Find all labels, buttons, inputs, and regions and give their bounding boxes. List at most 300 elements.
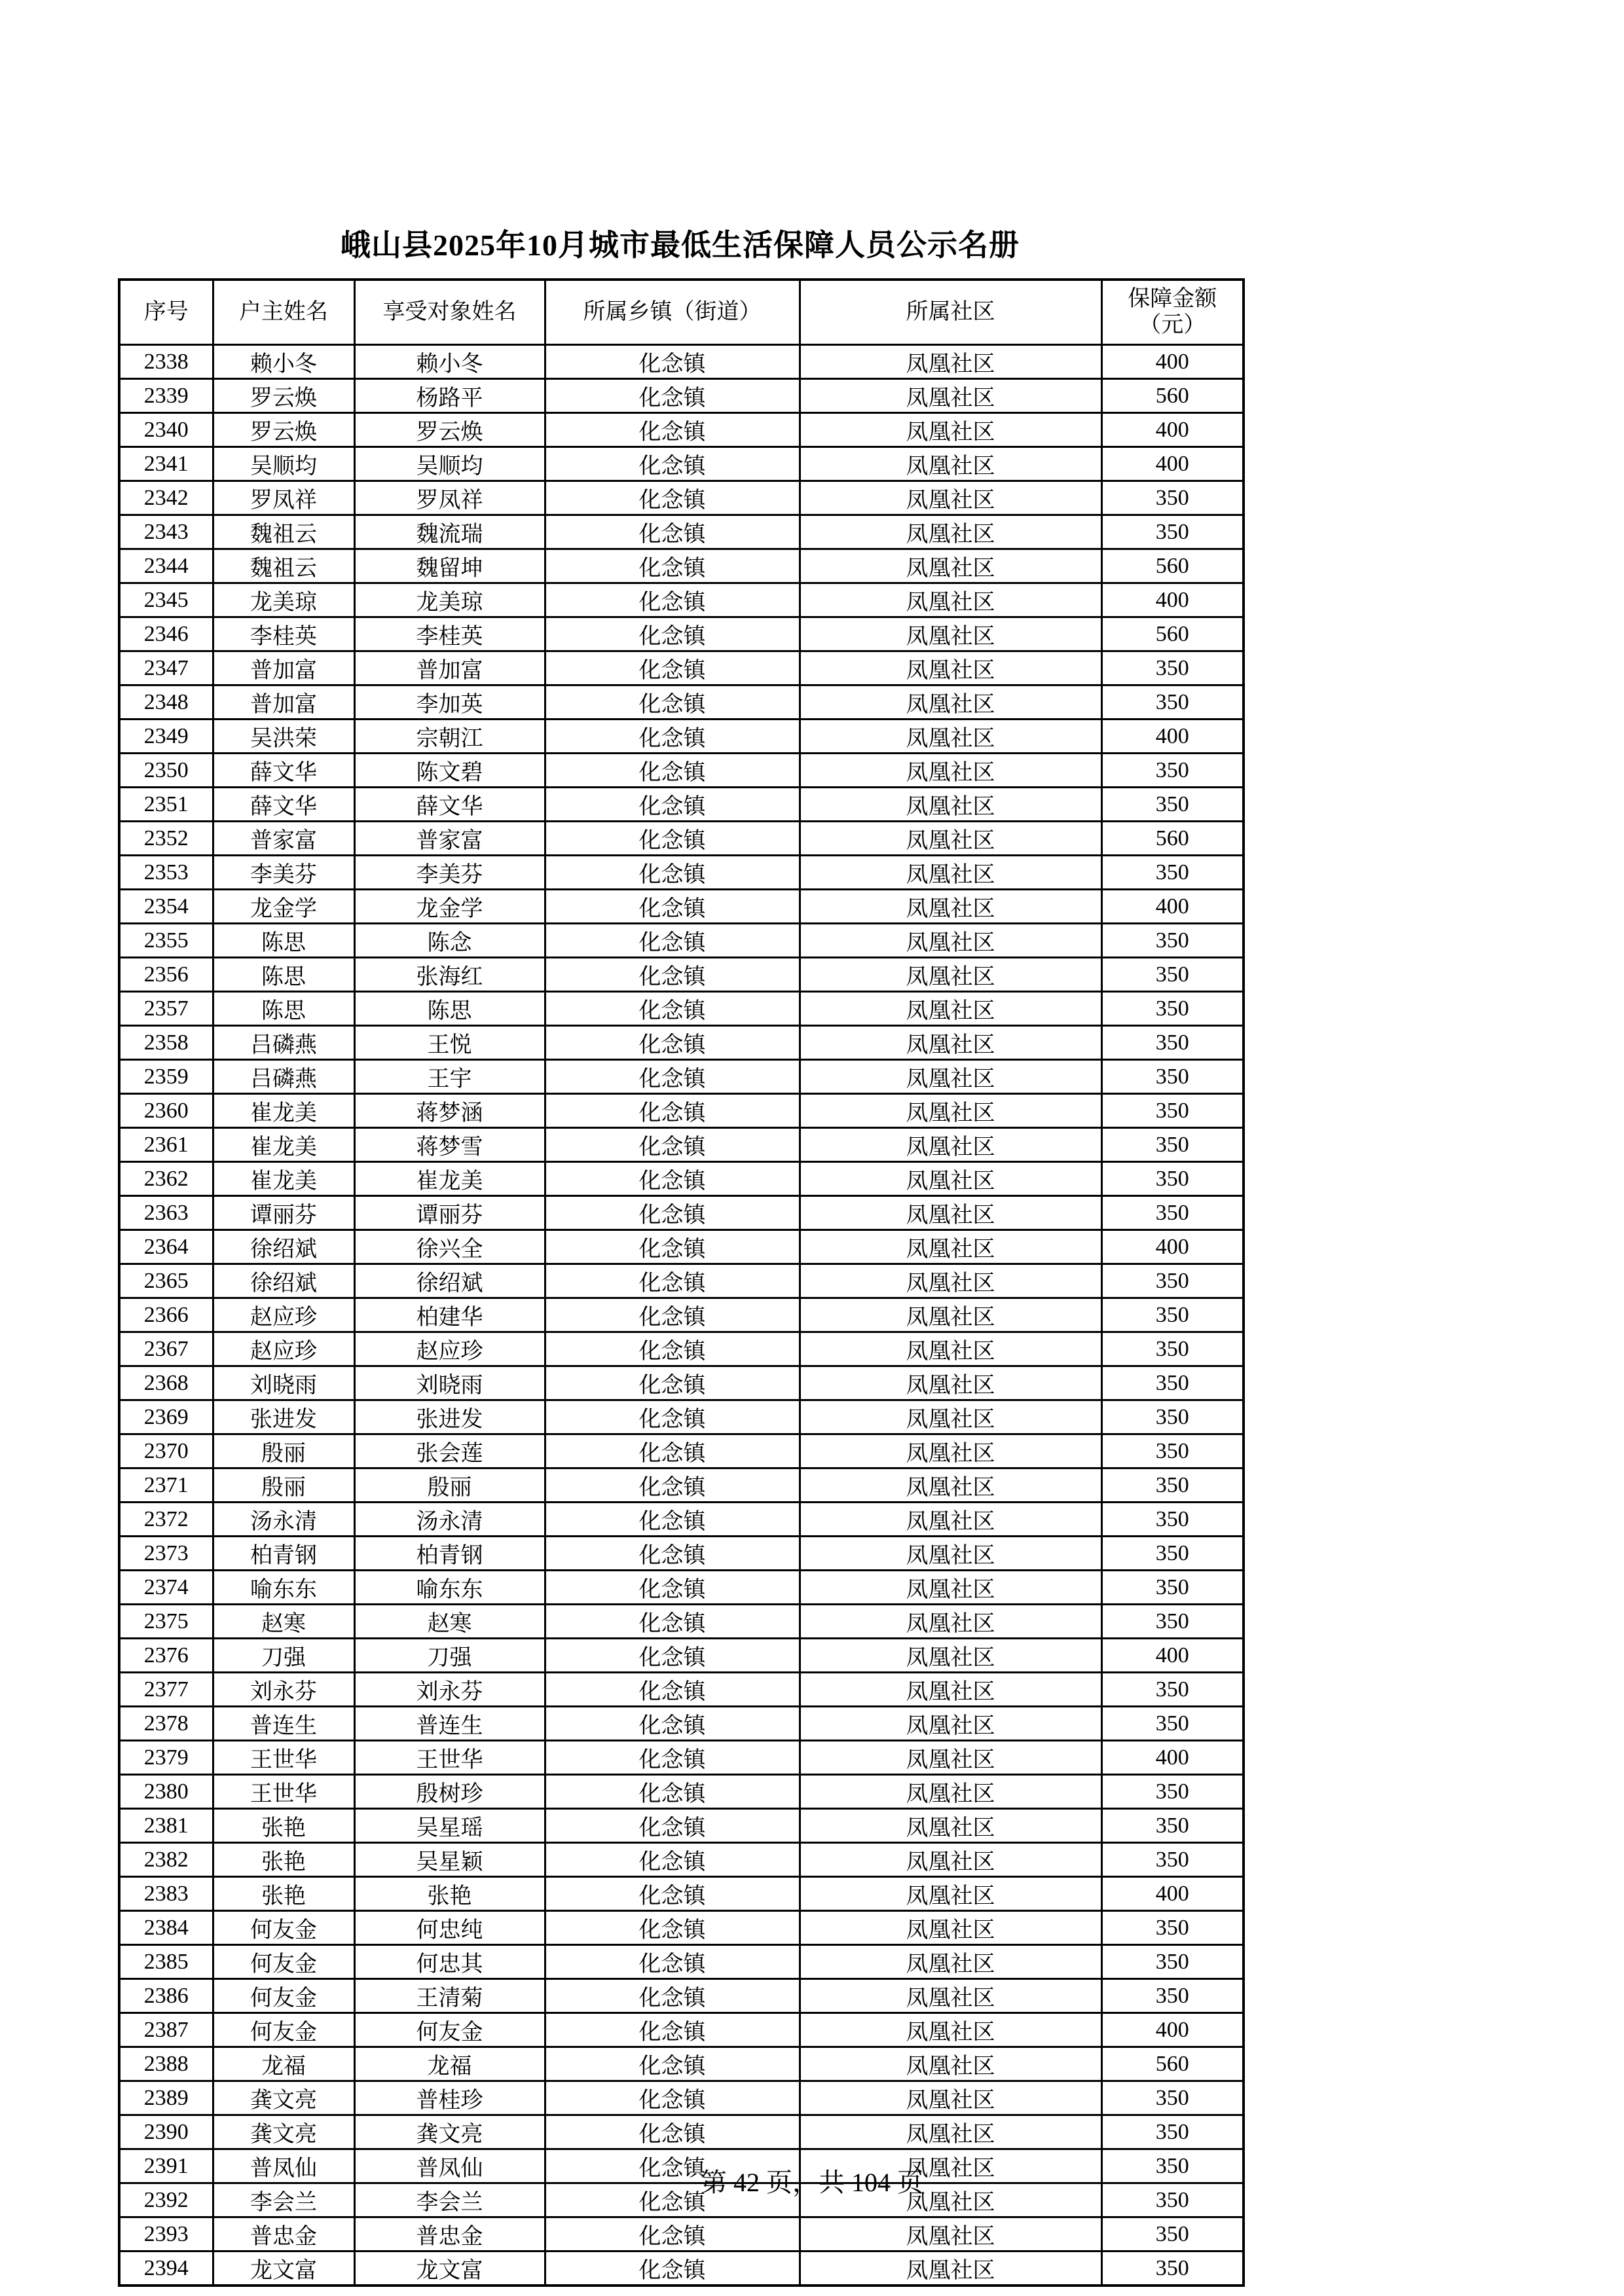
cell-community: 凤凰社区 — [800, 2251, 1101, 2286]
cell-household_head: 赵应珍 — [213, 1332, 354, 1366]
cell-beneficiary: 王清菊 — [354, 1979, 545, 2013]
cell-amount: 350 — [1101, 1264, 1244, 1298]
cell-township: 化念镇 — [545, 617, 800, 651]
cell-amount: 400 — [1101, 447, 1244, 481]
cell-community: 凤凰社区 — [800, 1707, 1101, 1741]
cell-serial: 2341 — [119, 447, 213, 481]
cell-household_head: 崔龙美 — [213, 1162, 354, 1196]
table-row — [119, 1332, 1244, 1366]
cell-beneficiary: 刀强 — [354, 1639, 545, 1673]
table-row — [119, 1741, 1244, 1775]
cell-community: 凤凰社区 — [800, 1877, 1101, 1911]
cell-household_head: 龙文富 — [213, 2251, 354, 2286]
cell-household_head: 王世华 — [213, 1741, 354, 1775]
cell-community: 凤凰社区 — [800, 1741, 1101, 1775]
cell-serial: 2346 — [119, 617, 213, 651]
cell-township: 化念镇 — [545, 1468, 800, 1503]
cell-beneficiary: 谭丽芬 — [354, 1196, 545, 1230]
cell-household_head: 龚文亮 — [213, 2081, 354, 2115]
cell-beneficiary: 普加富 — [354, 651, 545, 685]
cell-beneficiary: 魏流瑞 — [354, 515, 545, 549]
cell-community: 凤凰社区 — [800, 754, 1101, 788]
cell-amount: 400 — [1101, 1741, 1244, 1775]
cell-amount: 350 — [1101, 1605, 1244, 1639]
cell-community: 凤凰社区 — [800, 1434, 1101, 1468]
cell-amount: 400 — [1101, 345, 1244, 379]
cell-amount: 350 — [1101, 924, 1244, 958]
cell-serial: 2360 — [119, 1094, 213, 1128]
cell-beneficiary: 陈思 — [354, 992, 545, 1026]
cell-community: 凤凰社区 — [800, 1945, 1101, 1979]
cell-serial: 2382 — [119, 1843, 213, 1877]
cell-township: 化念镇 — [545, 1911, 800, 1945]
col-header-community: 所属社区 — [800, 280, 1101, 345]
cell-household_head: 吴顺均 — [213, 447, 354, 481]
cell-township: 化念镇 — [545, 1979, 800, 2013]
table-row — [119, 1843, 1244, 1877]
cell-household_head: 普家富 — [213, 822, 354, 856]
cell-household_head: 刘永芬 — [213, 1673, 354, 1707]
cell-serial: 2343 — [119, 515, 213, 549]
cell-beneficiary: 杨路平 — [354, 379, 545, 413]
cell-township: 化念镇 — [545, 1060, 800, 1094]
cell-township: 化念镇 — [545, 1809, 800, 1843]
cell-community: 凤凰社区 — [800, 890, 1101, 924]
cell-township: 化念镇 — [545, 413, 800, 447]
cell-township: 化念镇 — [545, 515, 800, 549]
cell-community: 凤凰社区 — [800, 1911, 1101, 1945]
cell-amount: 350 — [1101, 651, 1244, 685]
cell-amount: 400 — [1101, 1230, 1244, 1264]
table-row — [119, 754, 1244, 788]
cell-beneficiary: 殷丽 — [354, 1468, 545, 1503]
cell-township: 化念镇 — [545, 379, 800, 413]
cell-amount: 350 — [1101, 1809, 1244, 1843]
cell-community: 凤凰社区 — [800, 617, 1101, 651]
cell-beneficiary: 张艳 — [354, 1877, 545, 1911]
cell-township: 化念镇 — [545, 958, 800, 992]
cell-community: 凤凰社区 — [800, 1503, 1101, 1537]
cell-household_head: 吕磷燕 — [213, 1026, 354, 1060]
cell-household_head: 龙美琼 — [213, 583, 354, 617]
cell-community: 凤凰社区 — [800, 481, 1101, 515]
cell-community: 凤凰社区 — [800, 549, 1101, 583]
cell-community: 凤凰社区 — [800, 720, 1101, 754]
cell-township: 化念镇 — [545, 2217, 800, 2251]
cell-serial: 2361 — [119, 1128, 213, 1162]
cell-serial: 2378 — [119, 1707, 213, 1741]
cell-community: 凤凰社区 — [800, 1979, 1101, 2013]
cell-household_head: 普连生 — [213, 1707, 354, 1741]
cell-amount: 560 — [1101, 379, 1244, 413]
cell-township: 化念镇 — [545, 992, 800, 1026]
cell-community: 凤凰社区 — [800, 2013, 1101, 2047]
cell-serial: 2383 — [119, 1877, 213, 1911]
cell-beneficiary: 张会莲 — [354, 1434, 545, 1468]
welfare-roster-table — [118, 278, 1245, 2287]
cell-serial: 2358 — [119, 1026, 213, 1060]
cell-community: 凤凰社区 — [800, 583, 1101, 617]
cell-beneficiary: 吴顺均 — [354, 447, 545, 481]
table-row — [119, 1400, 1244, 1434]
cell-amount: 350 — [1101, 1366, 1244, 1400]
table-row — [119, 1571, 1244, 1605]
cell-township: 化念镇 — [545, 2149, 800, 2183]
cell-serial: 2375 — [119, 1605, 213, 1639]
table-row — [119, 447, 1244, 481]
cell-serial: 2391 — [119, 2149, 213, 2183]
cell-amount: 400 — [1101, 1877, 1244, 1911]
cell-township: 化念镇 — [545, 1877, 800, 1911]
cell-beneficiary: 王宇 — [354, 1060, 545, 1094]
cell-amount: 350 — [1101, 2115, 1244, 2149]
cell-serial: 2388 — [119, 2047, 213, 2081]
cell-serial: 2355 — [119, 924, 213, 958]
cell-township: 化念镇 — [545, 549, 800, 583]
cell-community: 凤凰社区 — [800, 1605, 1101, 1639]
cell-household_head: 柏青钢 — [213, 1537, 354, 1571]
table-row — [119, 515, 1244, 549]
cell-household_head: 龙金学 — [213, 890, 354, 924]
cell-beneficiary: 李会兰 — [354, 2183, 545, 2217]
cell-beneficiary: 徐绍斌 — [354, 1264, 545, 1298]
cell-serial: 2393 — [119, 2217, 213, 2251]
cell-household_head: 普忠金 — [213, 2217, 354, 2251]
cell-beneficiary: 龙金学 — [354, 890, 545, 924]
cell-household_head: 何友金 — [213, 1979, 354, 2013]
cell-township: 化念镇 — [545, 1945, 800, 1979]
col-header-household-head: 户主姓名 — [213, 280, 354, 345]
cell-amount: 350 — [1101, 1434, 1244, 1468]
cell-community: 凤凰社区 — [800, 1843, 1101, 1877]
cell-community: 凤凰社区 — [800, 1196, 1101, 1230]
table-row — [119, 617, 1244, 651]
cell-township: 化念镇 — [545, 1162, 800, 1196]
cell-amount: 350 — [1101, 1571, 1244, 1605]
cell-community: 凤凰社区 — [800, 1128, 1101, 1162]
cell-community: 凤凰社区 — [800, 2047, 1101, 2081]
cell-township: 化念镇 — [545, 1605, 800, 1639]
cell-household_head: 罗云焕 — [213, 379, 354, 413]
cell-serial: 2387 — [119, 2013, 213, 2047]
cell-township: 化念镇 — [545, 1434, 800, 1468]
cell-township: 化念镇 — [545, 720, 800, 754]
cell-community: 凤凰社区 — [800, 822, 1101, 856]
cell-household_head: 张艳 — [213, 1843, 354, 1877]
cell-household_head: 汤永清 — [213, 1503, 354, 1537]
cell-township: 化念镇 — [545, 1196, 800, 1230]
cell-household_head: 徐绍斌 — [213, 1264, 354, 1298]
cell-beneficiary: 刘晓雨 — [354, 1366, 545, 1400]
table-row — [119, 1468, 1244, 1503]
cell-household_head: 刘晓雨 — [213, 1366, 354, 1400]
cell-household_head: 魏祖云 — [213, 549, 354, 583]
cell-amount: 400 — [1101, 720, 1244, 754]
cell-township: 化念镇 — [545, 1094, 800, 1128]
cell-township: 化念镇 — [545, 2251, 800, 2286]
cell-amount: 350 — [1101, 1843, 1244, 1877]
cell-household_head: 魏祖云 — [213, 515, 354, 549]
cell-serial: 2374 — [119, 1571, 213, 1605]
cell-household_head: 张艳 — [213, 1877, 354, 1911]
cell-community: 凤凰社区 — [800, 1809, 1101, 1843]
cell-township: 化念镇 — [545, 1639, 800, 1673]
cell-serial: 2339 — [119, 379, 213, 413]
cell-serial: 2363 — [119, 1196, 213, 1230]
cell-beneficiary: 柏青钢 — [354, 1537, 545, 1571]
cell-community: 凤凰社区 — [800, 651, 1101, 685]
table-row — [119, 2081, 1244, 2115]
cell-household_head: 陈思 — [213, 958, 354, 992]
cell-serial: 2347 — [119, 651, 213, 685]
cell-beneficiary: 殷树珍 — [354, 1775, 545, 1809]
table-row — [119, 685, 1244, 720]
cell-township: 化念镇 — [545, 1230, 800, 1264]
col-header-amount-line2: （元） — [1139, 313, 1206, 337]
cell-household_head: 普凤仙 — [213, 2149, 354, 2183]
cell-household_head: 薛文华 — [213, 788, 354, 822]
table-row — [119, 958, 1244, 992]
cell-amount: 400 — [1101, 2013, 1244, 2047]
cell-serial: 2366 — [119, 1298, 213, 1332]
cell-amount: 350 — [1101, 1945, 1244, 1979]
cell-beneficiary: 李桂英 — [354, 617, 545, 651]
cell-township: 化念镇 — [545, 2115, 800, 2149]
cell-community: 凤凰社区 — [800, 1094, 1101, 1128]
cell-beneficiary: 赵应珍 — [354, 1332, 545, 1366]
cell-amount: 350 — [1101, 2081, 1244, 2115]
cell-beneficiary: 普忠金 — [354, 2217, 545, 2251]
cell-community: 凤凰社区 — [800, 1775, 1101, 1809]
cell-amount: 350 — [1101, 1060, 1244, 1094]
cell-community: 凤凰社区 — [800, 413, 1101, 447]
cell-township: 化念镇 — [545, 2013, 800, 2047]
cell-household_head: 陈思 — [213, 924, 354, 958]
cell-community: 凤凰社区 — [800, 992, 1101, 1026]
col-header-township: 所属乡镇（街道） — [545, 280, 800, 345]
cell-amount: 560 — [1101, 822, 1244, 856]
cell-amount: 350 — [1101, 1400, 1244, 1434]
table-row — [119, 822, 1244, 856]
cell-serial: 2389 — [119, 2081, 213, 2115]
cell-beneficiary: 喻东东 — [354, 1571, 545, 1605]
table-header-row — [119, 280, 1244, 345]
cell-serial: 2369 — [119, 1400, 213, 1434]
table-row — [119, 788, 1244, 822]
cell-township: 化念镇 — [545, 1400, 800, 1434]
cell-amount: 350 — [1101, 788, 1244, 822]
cell-community: 凤凰社区 — [800, 1400, 1101, 1434]
cell-household_head: 何友金 — [213, 1945, 354, 1979]
cell-community: 凤凰社区 — [800, 2081, 1101, 2115]
cell-beneficiary: 李美芬 — [354, 856, 545, 890]
cell-township: 化念镇 — [545, 890, 800, 924]
cell-beneficiary: 吴星瑶 — [354, 1809, 545, 1843]
cell-amount: 400 — [1101, 413, 1244, 447]
cell-community: 凤凰社区 — [800, 788, 1101, 822]
cell-household_head: 谭丽芬 — [213, 1196, 354, 1230]
cell-amount: 350 — [1101, 958, 1244, 992]
cell-amount: 350 — [1101, 1911, 1244, 1945]
cell-beneficiary: 薛文华 — [354, 788, 545, 822]
cell-township: 化念镇 — [545, 1707, 800, 1741]
cell-amount: 560 — [1101, 2047, 1244, 2081]
cell-amount: 350 — [1101, 1468, 1244, 1503]
cell-township: 化念镇 — [545, 788, 800, 822]
cell-community: 凤凰社区 — [800, 1673, 1101, 1707]
cell-township: 化念镇 — [545, 1537, 800, 1571]
cell-beneficiary: 普家富 — [354, 822, 545, 856]
table-row — [119, 1911, 1244, 1945]
cell-household_head: 李桂英 — [213, 617, 354, 651]
cell-beneficiary: 魏留坤 — [354, 549, 545, 583]
cell-beneficiary: 龙美琼 — [354, 583, 545, 617]
table-row — [119, 2013, 1244, 2047]
cell-beneficiary: 王世华 — [354, 1741, 545, 1775]
cell-household_head: 薛文华 — [213, 754, 354, 788]
cell-township: 化念镇 — [545, 1026, 800, 1060]
cell-amount: 350 — [1101, 1026, 1244, 1060]
cell-serial: 2354 — [119, 890, 213, 924]
cell-community: 凤凰社区 — [800, 924, 1101, 958]
cell-community: 凤凰社区 — [800, 1230, 1101, 1264]
cell-community: 凤凰社区 — [800, 1332, 1101, 1366]
table-row — [119, 1366, 1244, 1400]
cell-household_head: 吴洪荣 — [213, 720, 354, 754]
cell-serial: 2380 — [119, 1775, 213, 1809]
cell-amount: 350 — [1101, 1979, 1244, 2013]
cell-community: 凤凰社区 — [800, 2115, 1101, 2149]
cell-beneficiary: 普桂珍 — [354, 2081, 545, 2115]
table-row — [119, 2115, 1244, 2149]
cell-serial: 2386 — [119, 1979, 213, 2013]
table-row — [119, 379, 1244, 413]
cell-serial: 2392 — [119, 2183, 213, 2217]
table-row — [119, 1026, 1244, 1060]
cell-serial: 2352 — [119, 822, 213, 856]
cell-beneficiary: 赵寒 — [354, 1605, 545, 1639]
cell-household_head: 罗云焕 — [213, 413, 354, 447]
cell-community: 凤凰社区 — [800, 685, 1101, 720]
cell-serial: 2373 — [119, 1537, 213, 1571]
table-row — [119, 720, 1244, 754]
table-row — [119, 1979, 1244, 2013]
cell-beneficiary: 蒋梦雪 — [354, 1128, 545, 1162]
cell-household_head: 普加富 — [213, 685, 354, 720]
cell-household_head: 殷丽 — [213, 1468, 354, 1503]
table-row — [119, 1775, 1244, 1809]
cell-community: 凤凰社区 — [800, 1468, 1101, 1503]
table-row — [119, 1707, 1244, 1741]
cell-serial: 2351 — [119, 788, 213, 822]
cell-serial: 2385 — [119, 1945, 213, 1979]
cell-household_head: 何友金 — [213, 2013, 354, 2047]
cell-beneficiary: 蒋梦涵 — [354, 1094, 545, 1128]
cell-beneficiary: 徐兴全 — [354, 1230, 545, 1264]
cell-serial: 2365 — [119, 1264, 213, 1298]
cell-township: 化念镇 — [545, 651, 800, 685]
cell-township: 化念镇 — [545, 2183, 800, 2217]
cell-serial: 2345 — [119, 583, 213, 617]
cell-township: 化念镇 — [545, 1673, 800, 1707]
cell-amount: 350 — [1101, 1775, 1244, 1809]
cell-serial: 2340 — [119, 413, 213, 447]
cell-beneficiary: 龙文富 — [354, 2251, 545, 2286]
cell-beneficiary: 王悦 — [354, 1026, 545, 1060]
cell-township: 化念镇 — [545, 2047, 800, 2081]
cell-amount: 400 — [1101, 583, 1244, 617]
cell-township: 化念镇 — [545, 754, 800, 788]
cell-beneficiary: 崔龙美 — [354, 1162, 545, 1196]
cell-beneficiary: 罗云焕 — [354, 413, 545, 447]
table-row — [119, 992, 1244, 1026]
table-row — [119, 481, 1244, 515]
table-body — [119, 345, 1244, 2286]
cell-serial: 2344 — [119, 549, 213, 583]
cell-township: 化念镇 — [545, 1503, 800, 1537]
table-row — [119, 1945, 1244, 1979]
cell-township: 化念镇 — [545, 1366, 800, 1400]
cell-community: 凤凰社区 — [800, 1639, 1101, 1673]
cell-beneficiary: 张海红 — [354, 958, 545, 992]
cell-serial: 2377 — [119, 1673, 213, 1707]
table-row — [119, 1434, 1244, 1468]
cell-amount: 350 — [1101, 2183, 1244, 2217]
cell-beneficiary: 陈念 — [354, 924, 545, 958]
cell-township: 化念镇 — [545, 1775, 800, 1809]
cell-household_head: 张进发 — [213, 1400, 354, 1434]
cell-amount: 350 — [1101, 1162, 1244, 1196]
cell-community: 凤凰社区 — [800, 1366, 1101, 1400]
cell-community: 凤凰社区 — [800, 1264, 1101, 1298]
cell-serial: 2349 — [119, 720, 213, 754]
cell-serial: 2367 — [119, 1332, 213, 1366]
cell-serial: 2381 — [119, 1809, 213, 1843]
col-header-serial: 序号 — [119, 280, 213, 345]
cell-serial: 2357 — [119, 992, 213, 1026]
cell-amount: 350 — [1101, 1094, 1244, 1128]
cell-township: 化念镇 — [545, 856, 800, 890]
cell-community: 凤凰社区 — [800, 379, 1101, 413]
cell-community: 凤凰社区 — [800, 856, 1101, 890]
cell-beneficiary: 宗朝江 — [354, 720, 545, 754]
table-row — [119, 583, 1244, 617]
cell-serial: 2390 — [119, 2115, 213, 2149]
table-row — [119, 1128, 1244, 1162]
cell-beneficiary: 赖小冬 — [354, 345, 545, 379]
table-row — [119, 651, 1244, 685]
cell-serial: 2338 — [119, 345, 213, 379]
table-row — [119, 1537, 1244, 1571]
cell-household_head: 普加富 — [213, 651, 354, 685]
cell-serial: 2342 — [119, 481, 213, 515]
cell-household_head: 崔龙美 — [213, 1128, 354, 1162]
cell-serial: 2353 — [119, 856, 213, 890]
cell-township: 化念镇 — [545, 924, 800, 958]
cell-community: 凤凰社区 — [800, 1162, 1101, 1196]
table-row — [119, 2251, 1244, 2286]
cell-household_head: 赵应珍 — [213, 1298, 354, 1332]
cell-community: 凤凰社区 — [800, 958, 1101, 992]
table-row — [119, 413, 1244, 447]
cell-township: 化念镇 — [545, 1128, 800, 1162]
table-row — [119, 890, 1244, 924]
cell-community: 凤凰社区 — [800, 345, 1101, 379]
cell-beneficiary: 龙福 — [354, 2047, 545, 2081]
cell-community: 凤凰社区 — [800, 515, 1101, 549]
cell-township: 化念镇 — [545, 822, 800, 856]
table-row — [119, 856, 1244, 890]
